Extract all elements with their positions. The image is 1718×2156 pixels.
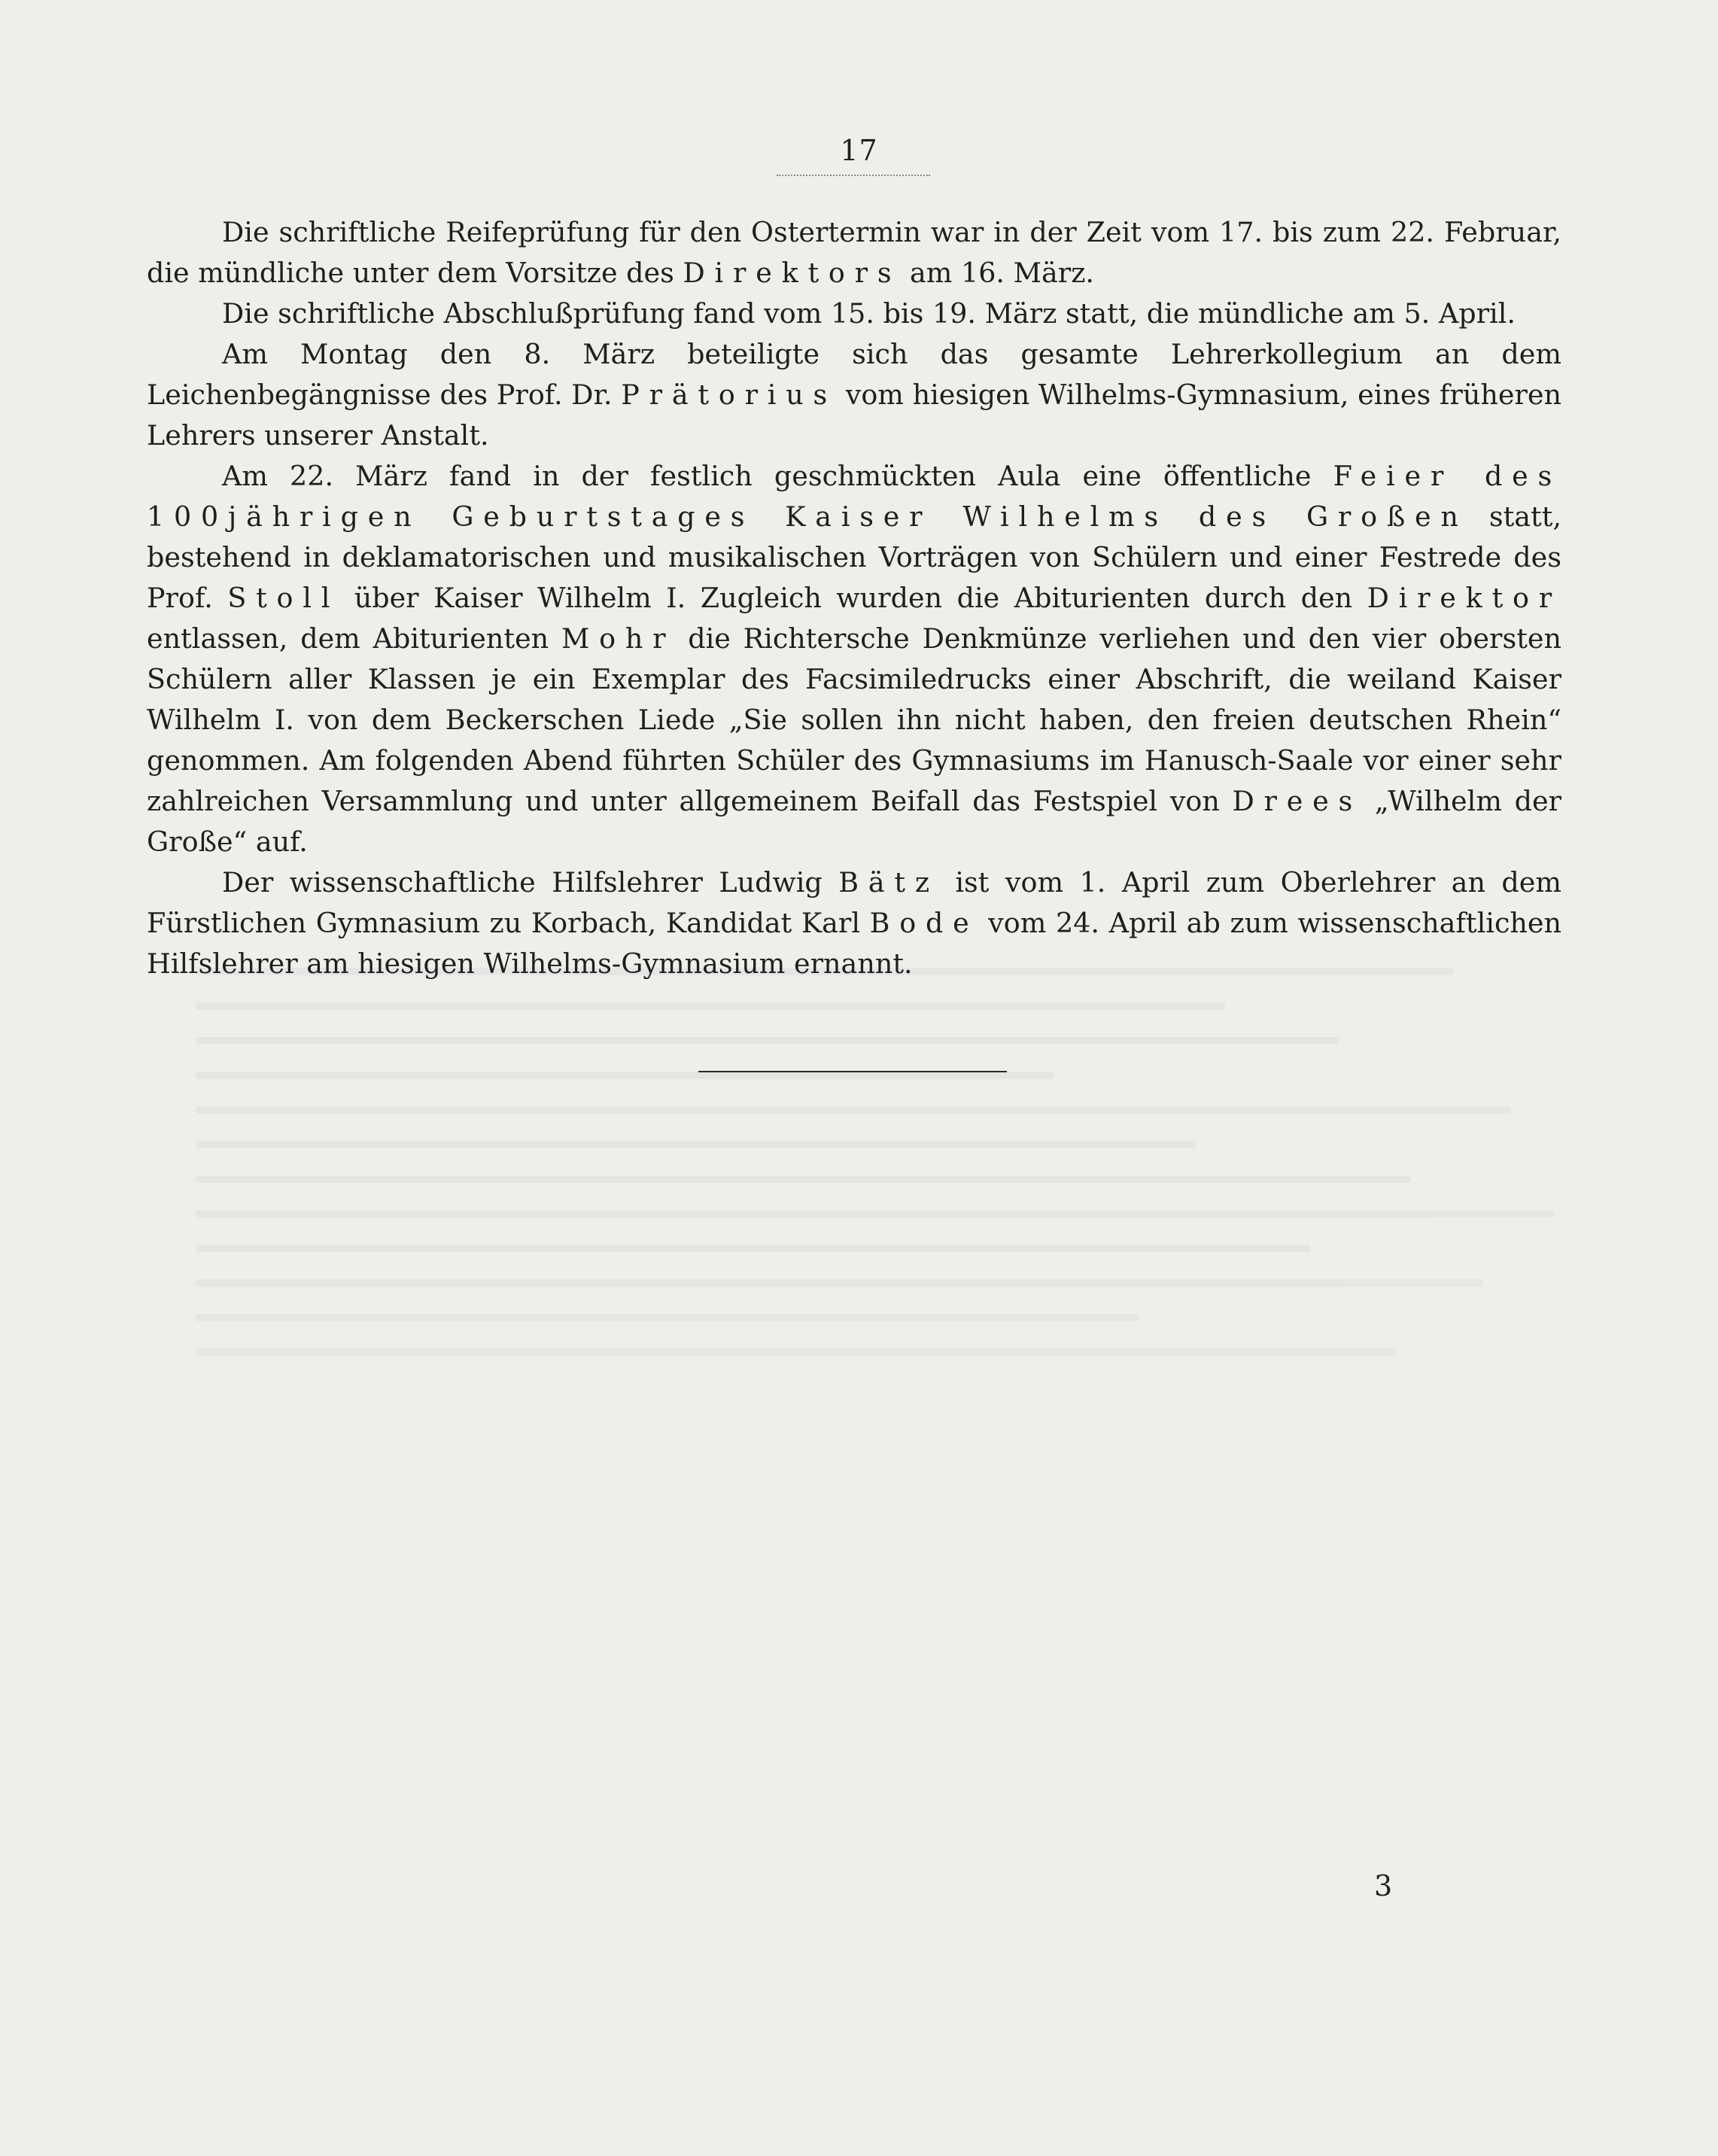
spaced-emphasis: Bätz [838, 866, 939, 899]
paragraph [147, 456, 1561, 862]
spaced-emphasis: Bode [869, 907, 979, 939]
text-run: am 16. März. [901, 257, 1095, 289]
spaced-emphasis: Direktor [1367, 582, 1561, 614]
text-run: Die schriftliche Reifeprüfung für den Ostertermin war in der Zeit vom 17. bis zum 22. Februar, die mündliche unter dem Vorsitze des [147, 216, 1561, 289]
body-text [147, 212, 1561, 984]
paragraph [147, 862, 1561, 984]
paragraph [147, 212, 1561, 293]
spaced-emphasis: Stoll [227, 582, 340, 614]
text-run: die Richtersche Denkmünze verliehen und den vier obersten Schülern aller Klassen je ein Exemplar des Facsimiledrucks einer Abschrift, die weiland Kaiser Wilhelm I. von dem Beckerschen Liede „Sie sollen ihn nicht haben, den freien deutschen Rhein“ genommen. Am folgenden Abend führten Schüler des Gymnasiums im Hanusch-Saale vor einer sehr zahlreichen Versammlung und unter allgemeinem Beifall das Festspiel von [147, 622, 1561, 817]
paragraph [147, 293, 1561, 334]
text-run: vom 24. April ab zum wissenschaftlichen Hilfslehrer am hiesigen Wilhelms-Gymnasium ernannt. [147, 907, 1561, 980]
text-run: Die schriftliche Abschlußprüfung fand vom 15. bis 19. März statt, die mündliche am 5. April. [222, 297, 1516, 330]
spaced-emphasis: Feier des 100jährigen Geburtstages Kaiser Wilhelms des Großen [147, 460, 1561, 533]
sheet-signature-number: 3 [1374, 1869, 1393, 1902]
text-run: Am Montag den 8. März beteiligte sich das gesamte Lehrerkollegium an dem Leichenbegängnisse des Prof. Dr. [147, 338, 1561, 411]
page-number: 17 [840, 134, 878, 167]
spaced-emphasis: Drees [1232, 785, 1363, 817]
spaced-emphasis: Prätorius [621, 379, 838, 411]
text-run: Am 22. März fand in der festlich geschmückten Aula eine öffentliche [222, 460, 1333, 492]
section-divider [698, 1071, 1007, 1072]
paragraph [147, 334, 1561, 456]
text-run: ist vom 1. April zum Oberlehrer an dem Fürstlichen Gymnasium zu Korbach, Kandidat Karl [147, 866, 1561, 939]
reverse-side-show-through [196, 941, 1625, 1844]
spaced-emphasis: Mohr [561, 622, 676, 655]
text-run: entlassen, dem Abiturienten [147, 622, 561, 655]
spaced-emphasis: Direktors [683, 257, 902, 289]
text-run: „Wilhelm der Große“ auf. [147, 785, 1561, 858]
page-number-underline [777, 175, 930, 176]
text-run: vom hiesigen Wilhelms-Gymnasium, eines früheren Lehrers unserer Anstalt. [147, 379, 1561, 452]
text-run: statt, bestehend in deklamatorischen und musikalischen Vorträgen von Schülern und einer Festrede des Prof. [147, 500, 1561, 614]
text-run: Der wissenschaftliche Hilfslehrer Ludwig [222, 866, 839, 899]
text-run: über Kaiser Wilhelm I. Zugleich wurden die Abiturienten durch den [339, 582, 1367, 614]
